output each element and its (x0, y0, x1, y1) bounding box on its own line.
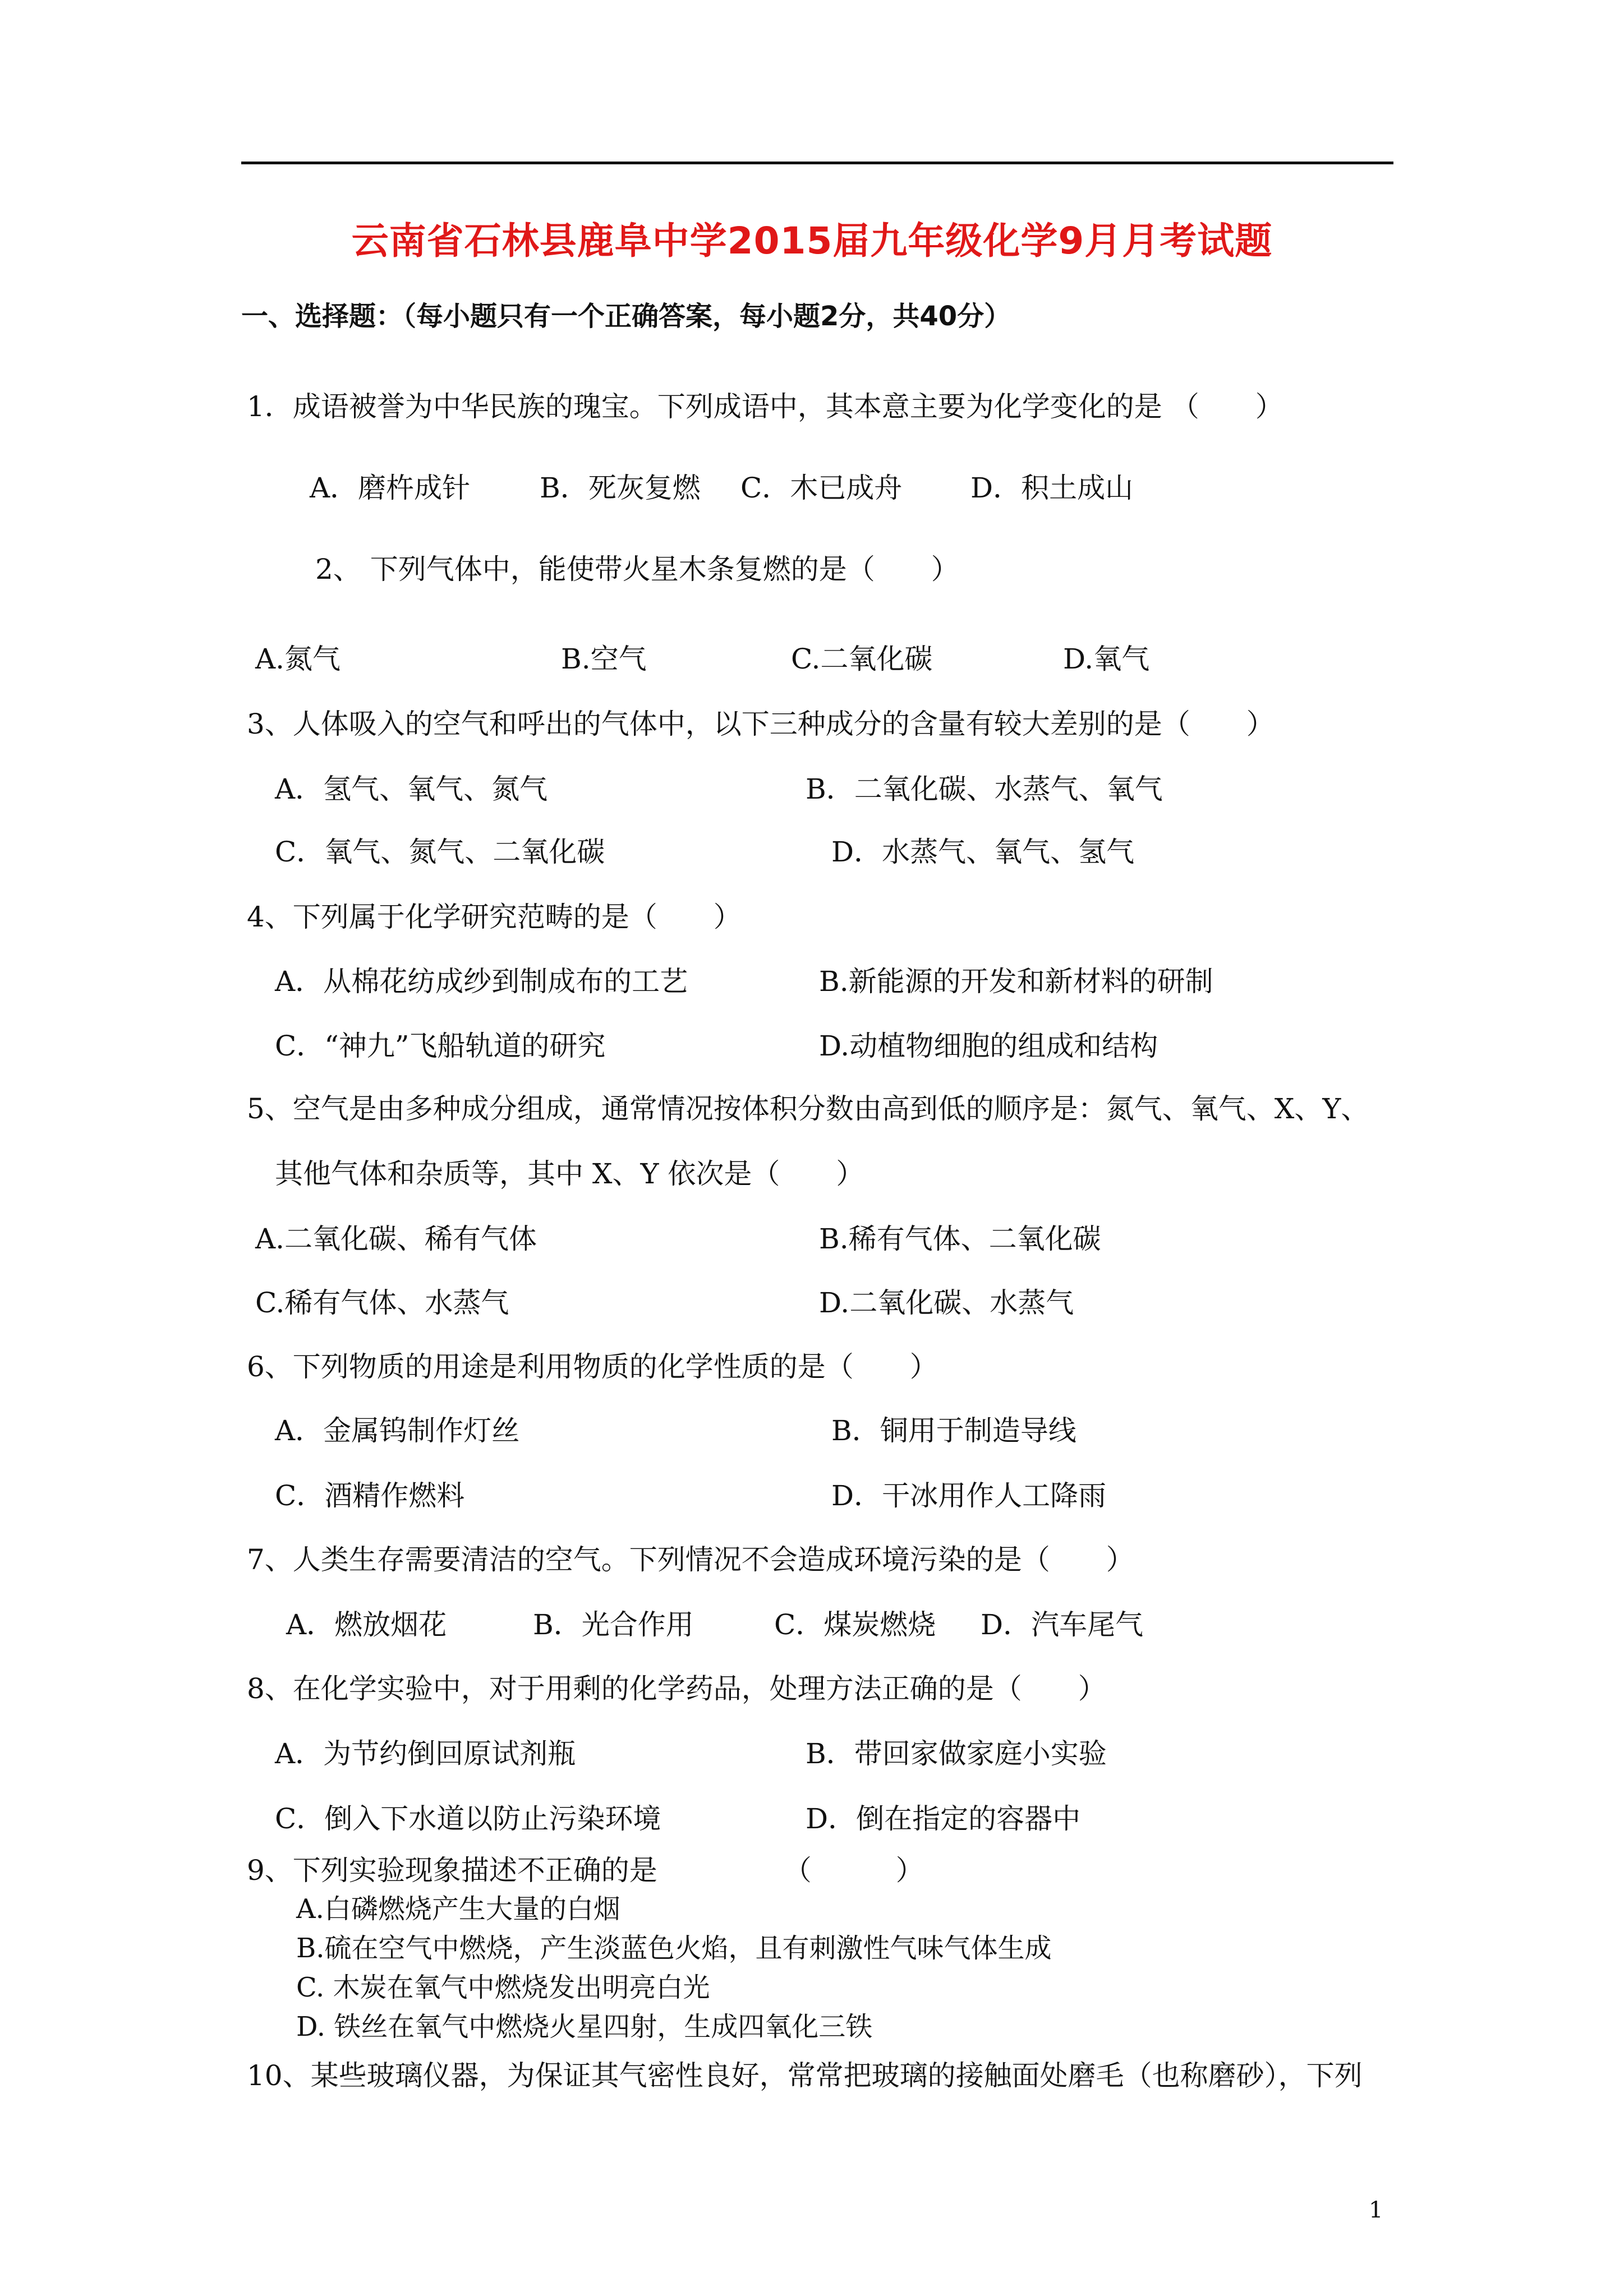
header-rule (241, 162, 1393, 164)
question-3-option-a: A．氢气、氧气、氮气 (275, 773, 548, 805)
question-1-option-c: C．木已成舟 (740, 472, 903, 504)
question-6-option-a: A．金属钨制作灯丝 (275, 1414, 520, 1447)
page-number: 1 (1369, 2197, 1383, 2223)
question-7-option-a: A．燃放烟花 (286, 1608, 447, 1641)
page-title: 云南省石林县鹿阜中学2015届九年级化学9月月考试题 (351, 219, 1273, 262)
section-heading: 一、选择题：（每小题只有一个正确答案，每小题2分，共40分） (241, 301, 1011, 332)
question-7-stem: 7、人类生存需要清洁的空气。下列情况不会造成环境污染的是（ ） (247, 1543, 1134, 1576)
question-7-option-b: B．光合作用 (533, 1608, 694, 1641)
question-5-stem: 5、空气是由多种成分组成，通常情况按体积分数由高到低的顺序是：氮气、氧气、X、Y、 (247, 1092, 1369, 1125)
question-5-stem-continued: 其他气体和杂质等，其中 X、Y 依次是（ ） (275, 1158, 864, 1190)
question-8-stem: 8、在化学实验中，对于用剩的化学药品，处理方法正确的是（ ） (247, 1672, 1106, 1705)
question-3-stem: 3、人体吸入的空气和呼出的气体中，以下三种成分的含量有较大差别的是（ ） (247, 708, 1275, 740)
question-2-stem: 2、 下列气体中，能使带火星木条复燃的是（ ） (315, 553, 959, 585)
question-3-option-b: B．二氧化碳、水蒸气、氧气 (806, 773, 1163, 805)
question-9-option-b: B.硫在空气中燃烧，产生淡蓝色火焰，且有刺激性气味气体生成 (296, 1933, 1052, 1964)
question-3-option-c: C．氧气、氮气、二氧化碳 (275, 836, 605, 868)
question-2-option-d: D.氧气 (1063, 643, 1150, 675)
question-4-option-a: A．从棉花纺成纱到制成布的工艺 (275, 965, 688, 998)
question-1-option-a: A．磨杵成针 (310, 472, 471, 504)
question-9-stem: 9、下列实验现象描述不正确的是 （ ） (247, 1854, 924, 1887)
question-9-option-a: A.白磷燃烧产生大量的白烟 (296, 1893, 620, 1925)
question-6-option-c: C．酒精作燃料 (275, 1479, 465, 1512)
question-2-option-c: C.二氧化碳 (791, 643, 933, 675)
question-9-option-c: C. 木炭在氧气中燃烧发出明亮白光 (296, 1972, 710, 2003)
question-4-option-c: C．“神九”飞船轨道的研究 (275, 1030, 606, 1062)
question-6-option-b: B．铜用于制造导线 (831, 1414, 1076, 1447)
question-9-option-d: D. 铁丝在氧气中燃烧火星四射，生成四氧化三铁 (296, 2011, 873, 2043)
question-1-option-b: B．死灰复燃 (540, 472, 701, 504)
question-4-option-d: D.动植物细胞的组成和结构 (819, 1030, 1158, 1062)
question-6-option-d: D．干冰用作人工降雨 (831, 1479, 1107, 1512)
question-10-stem: 10、某些玻璃仪器，为保证其气密性良好，常常把玻璃的接触面处磨毛（也称磨砂），下列 (247, 2059, 1363, 2092)
question-8-option-c: C．倒入下水道以防止污染环境 (275, 1802, 661, 1835)
question-8-option-a: A．为节约倒回原试剂瓶 (275, 1737, 576, 1770)
question-8-option-d: D．倒在指定的容器中 (806, 1802, 1081, 1835)
question-6-stem: 6、下列物质的用途是利用物质的化学性质的是（ ） (247, 1350, 938, 1383)
question-5-option-a: A.二氧化碳、稀有气体 (255, 1223, 537, 1255)
question-5-option-b: B.稀有气体、二氧化碳 (819, 1223, 1101, 1255)
question-7-option-c: C．煤炭燃烧 (774, 1608, 936, 1641)
question-1-stem: 1．成语被誉为中华民族的瑰宝。下列成语中，其本意主要为化学变化的是 （ ） (247, 390, 1283, 423)
question-4-option-b: B.新能源的开发和新材料的研制 (819, 965, 1213, 998)
question-4-stem: 4、下列属于化学研究范畴的是（ ） (247, 901, 742, 933)
question-3-option-d: D．水蒸气、氧气、氢气 (831, 836, 1135, 868)
question-7-option-d: D．汽车尾气 (981, 1608, 1144, 1641)
question-2-option-a: A.氮气 (255, 643, 341, 675)
question-5-option-d: D.二氧化碳、水蒸气 (819, 1287, 1074, 1319)
question-1-option-d: D．积土成山 (970, 472, 1134, 504)
question-2-option-b: B.空气 (561, 643, 647, 675)
question-5-option-c: C.稀有气体、水蒸气 (255, 1287, 509, 1319)
question-8-option-b: B．带回家做家庭小实验 (806, 1737, 1107, 1770)
